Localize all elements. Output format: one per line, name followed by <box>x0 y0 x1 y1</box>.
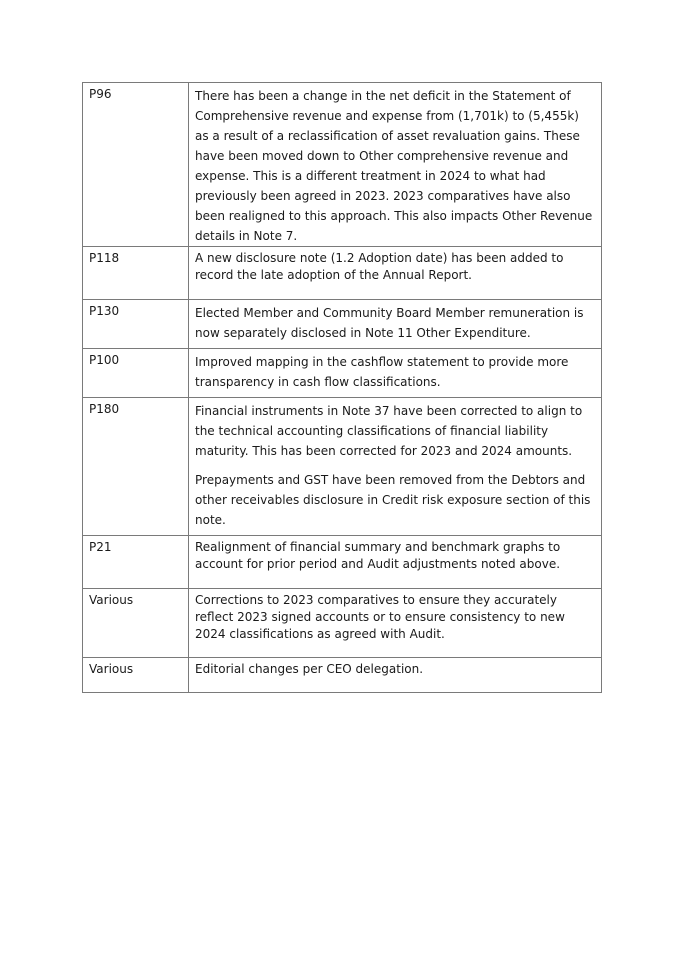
reference-cell <box>83 589 189 658</box>
page-reference: Various <box>89 593 134 607</box>
description-text: Elected Member and Community Board Member remuneration is now separately disclosed in Note 11 Other Expenditure. <box>195 306 584 340</box>
table-row <box>83 300 602 349</box>
page-reference: P130 <box>89 304 120 318</box>
description-text: There has been a change in the net deficit in the Statement of Comprehensive revenue and expense from (1,701k) to (5,455k) as a result of a reclassification of asset revaluation gains. These have been moved down to Other comprehensive revenue and expense. This is a different treatment in 2024 to what had previously been agreed in 2023. 2023 comparatives have also been realigned to this approach. This also impacts Other Revenue details in Note 7. <box>195 89 593 243</box>
description-text: Editorial changes per CEO delegation. <box>195 662 424 676</box>
description-text: A new disclosure note (1.2 Adoption date) has been added to record the late adoption of the Annual Report. <box>195 251 564 282</box>
reference-cell <box>83 536 189 589</box>
reference-cell <box>83 247 189 300</box>
page-reference: P118 <box>89 251 120 265</box>
description-cell <box>189 398 602 536</box>
description-text: Prepayments and GST have been removed from the Debtors and other receivables disclosure in Credit risk exposure section of this note. <box>195 473 591 527</box>
description-cell <box>189 247 602 300</box>
reference-cell <box>83 300 189 349</box>
description-text: Improved mapping in the cashflow statement to provide more transparency in cash flow classifications. <box>195 355 569 389</box>
description-text: Financial instruments in Note 37 have been corrected to align to the technical accounting classifications of financial liability maturity. This has been corrected for 2023 and 2024 amounts. <box>195 404 583 458</box>
table-row <box>83 398 602 536</box>
description-cell <box>189 83 602 247</box>
description-cell <box>189 300 602 349</box>
description-text: Realignment of financial summary and benchmark graphs to account for prior period and Audit adjustments noted above. <box>195 540 561 571</box>
description-text: Corrections to 2023 comparatives to ensure they accurately reflect 2023 signed accounts or to ensure consistency to new 2024 classifications as agreed with Audit. <box>195 593 565 641</box>
reference-cell <box>83 349 189 398</box>
changes-table <box>82 82 602 693</box>
table-row <box>83 536 602 589</box>
reference-cell <box>83 658 189 693</box>
page-reference: P96 <box>89 87 112 101</box>
table-row <box>83 589 602 658</box>
description-cell <box>189 589 602 658</box>
table-row <box>83 349 602 398</box>
table-row <box>83 658 602 693</box>
description-cell <box>189 536 602 589</box>
reference-cell <box>83 398 189 536</box>
table-row <box>83 247 602 300</box>
description-cell <box>189 349 602 398</box>
page-reference: P100 <box>89 353 120 367</box>
description-cell <box>189 658 602 693</box>
table-row <box>83 83 602 247</box>
page-reference: P21 <box>89 540 112 554</box>
reference-cell <box>83 83 189 247</box>
page-reference: P180 <box>89 402 120 416</box>
page-reference: Various <box>89 662 134 676</box>
